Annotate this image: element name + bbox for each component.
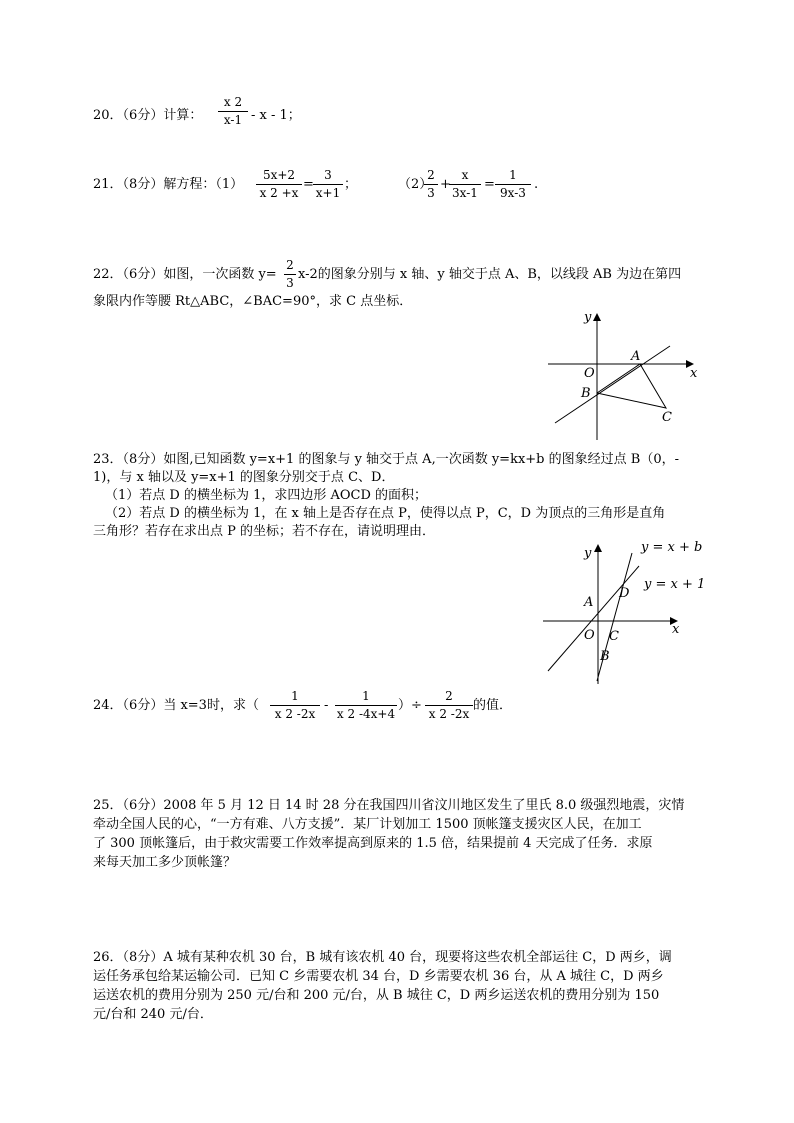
q23-line-2: 1)，与 x 轴以及 y=x+1 的图象分别交于点 C、D．	[93, 470, 395, 485]
q24-fraction-2: 1 x 2 -4x+4	[336, 689, 396, 721]
q24-divide: ）÷	[398, 698, 422, 713]
q20-fraction: x 2 x-1	[218, 95, 248, 128]
q23-line-3: （1）若点 D 的横坐标为 1，求四边形 AOCD 的面积；	[105, 488, 428, 503]
q21-plus: +	[440, 177, 451, 192]
q21-equals-1: =	[303, 177, 314, 192]
q22-figure	[540, 305, 710, 445]
q26-line-4: 元/台和 240 元/台．	[93, 1007, 213, 1022]
q22-label-x: x	[690, 366, 698, 381]
q21-fraction-3: 2 3	[424, 168, 438, 201]
q23-label-line-b: y = x + b	[641, 540, 703, 555]
q22-label: 22．（6分）如图，一次函数 y=	[93, 267, 277, 282]
q22-fraction: 2 3	[284, 258, 296, 291]
q24-label: 24．（6分）当 x=3时，求（	[93, 698, 259, 713]
q25-line-3: 了 300 顶帐篷后，由于救灾需要工作效率提高到原来的 1.5 倍，结果提前 4 天完成了任务．求原	[93, 836, 653, 851]
q21-fraction-1: 5x+2 x 2 +x	[256, 168, 302, 201]
q25-line-1: 25．（6分）2008 年 5 月 12 日 14 时 28 分在我国四川省汶川地区发生了里氏 8.0 级强烈地震，灾情	[93, 798, 685, 813]
q23-label-line-1: y = x + 1	[644, 577, 706, 592]
q20-tail: - x - 1；	[251, 108, 301, 123]
q24-fraction-3: 2 x 2 -2x	[425, 689, 473, 722]
q23-line-5: 三角形？若存在求出点 P 的坐标；若不存在，请说明理由．	[93, 524, 436, 539]
q23-figure	[538, 536, 718, 686]
q25-line-4: 来每天加工多少顶帐篷？	[93, 855, 237, 870]
q22-text-after: x-2的图象分别与 x 轴、y 轴交于点 A、B，以线段 AB 为边在第四	[298, 267, 682, 282]
q21-label: 21．（8分）解方程：（1）	[93, 177, 244, 192]
q23-line-x-plus-1	[548, 566, 639, 671]
q22-label-o: O	[584, 366, 595, 381]
q26-line-3: 运送农机的费用分别为 250 元/台和 200 元/台，从 B 城往 C，D 两乡运送农机的费用分别为 150	[93, 988, 660, 1003]
q23-label-o: O	[584, 628, 595, 643]
q23-line-4: （2）若点 D 的横坐标为 1，在 x 轴上是否存在点 P，使得以点 P，C，D 为顶点的三角形是直角	[105, 506, 666, 521]
q23-label-y: y	[584, 546, 592, 561]
q21-fraction-5: 1 9x-3	[495, 168, 531, 201]
q22-linear-graph	[555, 346, 670, 423]
q21-part-2-label: （2）	[398, 177, 433, 192]
q20-label: 20．（6分）计算：	[93, 108, 203, 123]
q24-end: 的值．	[473, 698, 513, 713]
q21-equals-2: =	[484, 177, 495, 192]
q22-label-a: A	[631, 349, 641, 364]
q21-end: .	[534, 177, 539, 192]
q23-line-1: 23．（8分）如图,已知函数 y=x+1 的图象与 y 轴交于点 A,一次函数 y=kx+b 的图象经过点 B（0，-	[93, 452, 679, 467]
q26-line-2: 运任务承包给某运输公司．已知 C 乡需要农机 34 台，D 乡需要农机 36 台，从 A 城往 C，D 两乡	[93, 969, 664, 984]
q23-label-d: D	[619, 586, 630, 601]
q24-fraction-1: 1 x 2 -2x	[270, 689, 320, 722]
q21-fraction-4: x 3x-1	[449, 168, 481, 201]
q22-line-2: 象限内作等腰 Rt△ABC，∠BAC=90°，求 C 点坐标．	[93, 294, 413, 309]
q22-label-b: B	[581, 386, 591, 401]
q26-line-1: 26．（8分）A 城有某种农机 30 台，B 城有该农机 40 台，现要将这些农机全部运往 C，D 两乡，调	[93, 950, 672, 965]
q21-fraction-2: 3 x+1	[313, 168, 343, 201]
q23-label-c: C	[609, 629, 619, 644]
q24-minus: -	[324, 698, 329, 713]
q21-separator: ；	[344, 177, 358, 192]
q23-label-b: B	[600, 649, 610, 664]
q22-label-c: C	[662, 410, 672, 425]
q22-triangle-abc	[597, 364, 666, 408]
q23-label-a: A	[584, 595, 594, 610]
q25-line-2: 牵动全国人民的心，“一方有难、八方支援”．某厂计划加工 1500 顶帐篷支援灾区人民，在加工	[93, 817, 642, 832]
q22-label-y: y	[584, 310, 592, 325]
q23-label-x: x	[672, 622, 680, 637]
